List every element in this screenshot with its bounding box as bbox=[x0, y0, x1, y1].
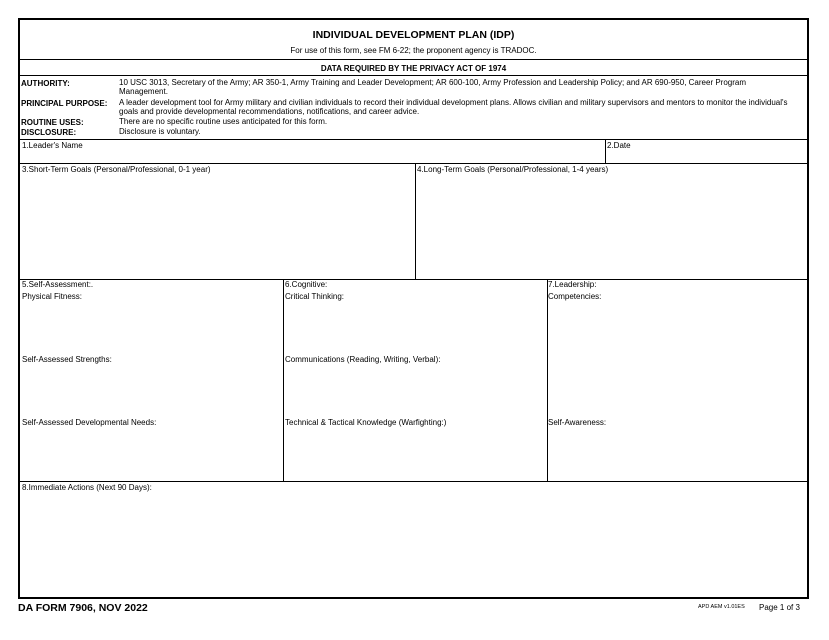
privacy-act-heading: DATA REQUIRED BY THE PRIVACY ACT OF 1974 bbox=[320, 64, 507, 73]
self-assessment-label: 5.Self-Assessment:. bbox=[22, 280, 94, 289]
version-label: APD AEM v1.01ES bbox=[698, 604, 745, 610]
form-subtitle: For use of this form, see FM 6-22; the proponent agency is TRADOC. bbox=[290, 46, 537, 55]
page-indicator: Page 1 of 3 bbox=[759, 603, 800, 612]
disclosure-text: Disclosure is voluntary. bbox=[119, 127, 201, 136]
leaders-name-label: 1.Leader's Name bbox=[22, 141, 83, 150]
divider bbox=[20, 279, 807, 280]
communications-label: Communications (Reading, Writing, Verbal): bbox=[285, 355, 441, 364]
self-awareness-field[interactable] bbox=[548, 429, 807, 480]
routine-uses-label: ROUTINE USES: bbox=[21, 118, 84, 127]
short-term-goals-label: 3.Short-Term Goals (Personal/Professional, 0-1 year) bbox=[22, 165, 211, 174]
competencies-field[interactable] bbox=[548, 303, 807, 416]
self-awareness-label: Self-Awareness: bbox=[548, 418, 607, 427]
immediate-actions-field[interactable] bbox=[20, 482, 807, 597]
communications-field[interactable] bbox=[284, 366, 547, 416]
date-label: 2.Date bbox=[607, 141, 631, 150]
routine-uses-text: There are no specific routine uses anticipated for this form. bbox=[119, 117, 328, 126]
technical-knowledge-label: Technical & Tactical Knowledge (Warfighting:) bbox=[285, 418, 447, 427]
leaders-name-field[interactable] bbox=[20, 140, 605, 162]
immediate-actions-label: 8.Immediate Actions (Next 90 Days): bbox=[22, 483, 152, 492]
dev-needs-label: Self-Assessed Developmental Needs: bbox=[22, 418, 157, 427]
critical-thinking-label: Critical Thinking: bbox=[285, 292, 344, 301]
idp-form bbox=[18, 18, 809, 599]
authority-label: AUTHORITY: bbox=[21, 79, 70, 88]
strengths-field[interactable] bbox=[20, 366, 282, 416]
strengths-label: Self-Assessed Strengths: bbox=[22, 355, 112, 364]
technical-knowledge-field[interactable] bbox=[284, 429, 547, 480]
disclosure-label: DISCLOSURE: bbox=[21, 128, 77, 137]
long-term-goals-field[interactable] bbox=[416, 164, 807, 278]
principal-purpose-text: A leader development tool for Army military and civilian individuals to record their individual development plans. Allows civilian and military supervisors and mentors to monitor the individual's goals and provide developmental recommendations, notifications, and career advice. bbox=[119, 98, 788, 116]
critical-thinking-field[interactable] bbox=[284, 303, 547, 353]
dev-needs-field[interactable] bbox=[20, 429, 282, 480]
leadership-label: 7.Leadership: bbox=[548, 280, 597, 289]
divider bbox=[20, 75, 807, 76]
long-term-goals-label: 4.Long-Term Goals (Personal/Professional, 1-4 years) bbox=[417, 165, 609, 174]
authority-text: 10 USC 3013, Secretary of the Army; AR 350-1, Army Training and Leader Development; AR 600-100, Army Profession and Leadership Policy; and AR 690-950, Career Program Management. bbox=[119, 78, 747, 96]
date-field[interactable] bbox=[606, 140, 807, 162]
physical-fitness-label: Physical Fitness: bbox=[22, 292, 83, 301]
short-term-goals-field[interactable] bbox=[20, 164, 415, 278]
principal-purpose-label: PRINCIPAL PURPOSE: bbox=[21, 99, 108, 108]
competencies-label: Competencies: bbox=[548, 292, 602, 301]
form-title: INDIVIDUAL DEVELOPMENT PLAN (IDP) bbox=[312, 29, 515, 41]
physical-fitness-field[interactable] bbox=[20, 303, 282, 353]
divider bbox=[20, 59, 807, 60]
form-number: DA FORM 7906, NOV 2022 bbox=[18, 602, 148, 614]
cognitive-label: 6.Cognitive: bbox=[285, 280, 328, 289]
